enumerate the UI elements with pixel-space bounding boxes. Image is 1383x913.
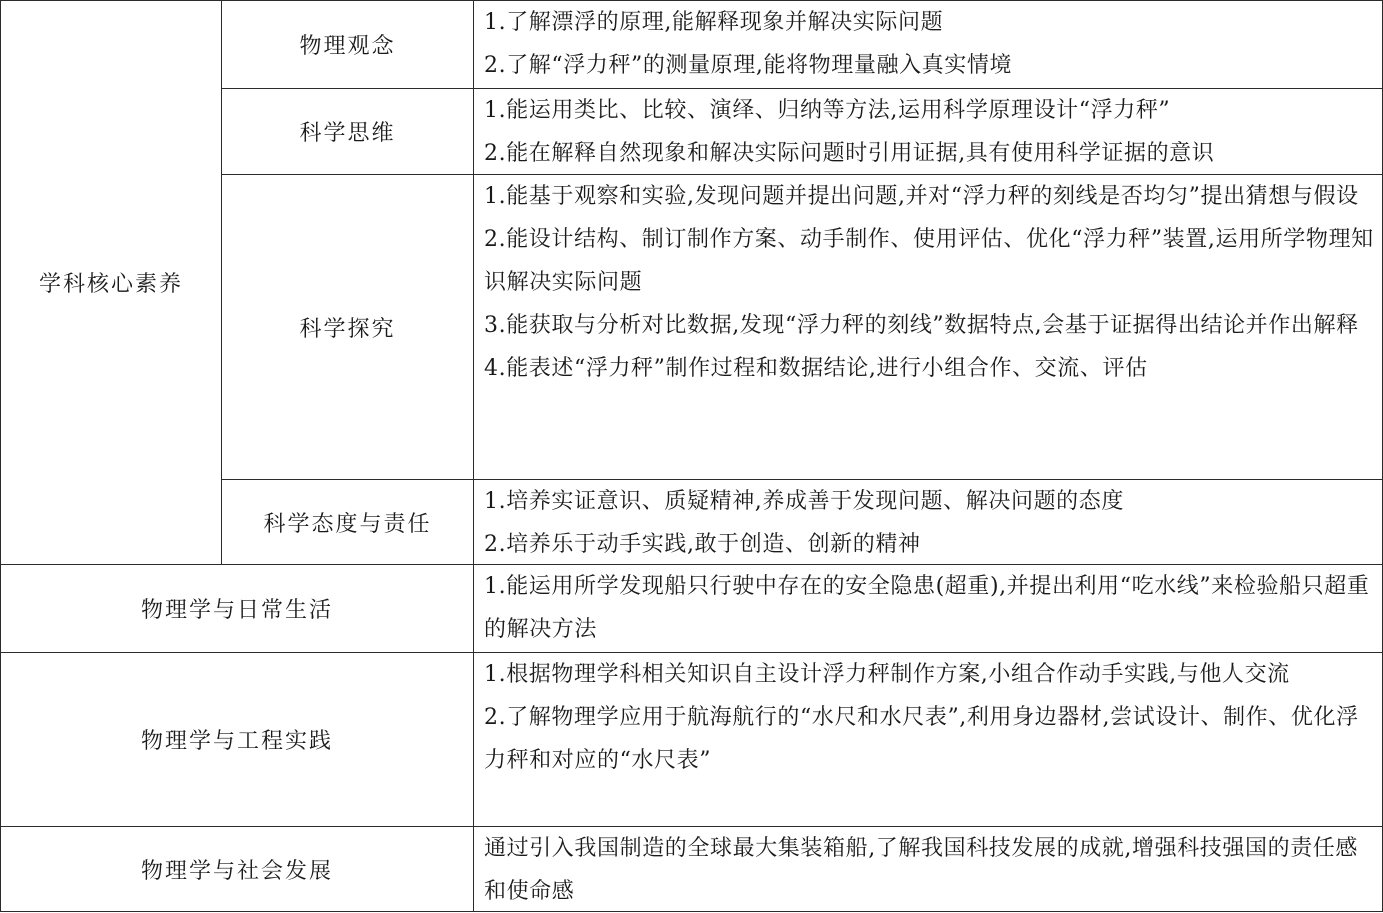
row-label: 物理学与社会发展 bbox=[140, 858, 333, 884]
content-line: 1.了解漂浮的原理,能解释现象并解决实际问题 bbox=[484, 10, 944, 35]
content-line: 1.根据物理学科相关知识自主设计浮力秤制作方案,小组合作动手实践,与他人交流 bbox=[484, 662, 1290, 687]
content-line: 1.培养实证意识、质疑精神,养成善于发现问题、解决问题的态度 bbox=[484, 489, 1124, 514]
content-cell bbox=[473, 564, 1383, 653]
content-line: 2.培养乐于动手实践,敢于创造、创新的精神 bbox=[484, 532, 921, 557]
row-label: 物理观念 bbox=[299, 34, 396, 59]
content-line: 1.能运用所学发现船只行驶中存在的安全隐患(超重),并提出利用“吃水线”来检验船只超重的解决方法 bbox=[484, 574, 1370, 642]
row-label: 物理学与日常生活 bbox=[140, 598, 333, 623]
group-label-cell bbox=[0, 0, 222, 565]
content-line: 2.能设计结构、制订制作方案、动手制作、使用评估、优化“浮力秤”装置,运用所学物理知识解决实际问题 bbox=[484, 227, 1374, 295]
content-line: 2.了解“浮力秤”的测量原理,能将物理量融入真实情境 bbox=[484, 53, 1013, 78]
content-line: 3.能获取与分析对比数据,发现“浮力秤的刻线”数据特点,会基于证据得出结论并作出解释 bbox=[484, 313, 1359, 338]
core-label-cell bbox=[221, 0, 474, 89]
row-label: 物理学与工程实践 bbox=[140, 729, 333, 754]
content-line: 2.能在解释自然现象和解决实际问题时引用证据,具有使用科学证据的意识 bbox=[484, 141, 1215, 166]
core-label-cell bbox=[221, 174, 474, 480]
content-cell bbox=[473, 826, 1383, 912]
content-cell bbox=[473, 88, 1383, 175]
group-label: 学科核心素养 bbox=[38, 272, 183, 297]
content-line: 通过引入我国制造的全球最大集装箱船,了解我国科技发展的成就,增强科技强国的责任感和使命感 bbox=[484, 836, 1358, 904]
row-label-cell bbox=[0, 652, 474, 827]
content-cell bbox=[473, 652, 1383, 827]
content-line: 4.能表述“浮力秤”制作过程和数据结论,进行小组合作、交流、评估 bbox=[484, 356, 1148, 381]
content-line: 1.能运用类比、比较、演绎、归纳等方法,运用科学原理设计“浮力秤” bbox=[484, 98, 1171, 123]
content-cell bbox=[473, 0, 1383, 89]
content-cell bbox=[473, 174, 1383, 480]
content-line: 1.能基于观察和实验,发现问题并提出问题,并对“浮力秤的刻线是否均匀”提出猜想与假设 bbox=[484, 184, 1359, 209]
row-label: 科学思维 bbox=[299, 121, 396, 146]
content-cell bbox=[473, 479, 1383, 565]
row-label: 科学态度与责任 bbox=[263, 511, 432, 537]
row-label-cell bbox=[0, 564, 474, 653]
core-label-cell bbox=[221, 479, 474, 565]
row-label-cell bbox=[0, 826, 474, 912]
row-label: 科学探究 bbox=[299, 316, 396, 342]
content-line: 2.了解物理学应用于航海航行的“水尺和水尺表”,利用身边器材,尝试设计、制作、优化浮力秤和对应的“水尺表” bbox=[484, 705, 1359, 773]
core-label-cell bbox=[221, 88, 474, 175]
